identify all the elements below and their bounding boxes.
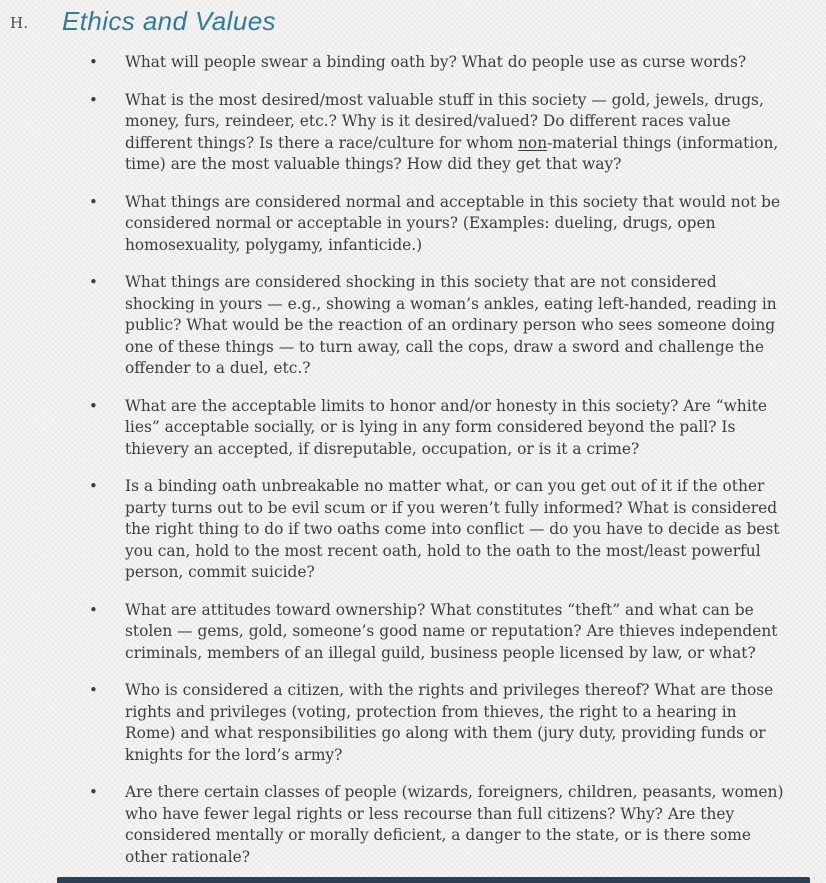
- bullet-icon: •: [89, 53, 98, 71]
- section-index-label: H.: [10, 14, 29, 32]
- question-text: Who is considered a citizen, with the rights and privileges thereof? What are those rights and privileges (voting, protection from thieves, the right to a hearing in Rome) and what responsibilities go along with them (jury duty, providing funds or knights for the lord’s army?: [125, 681, 774, 764]
- list-item: [0, 272, 826, 380]
- list-item: [0, 680, 826, 766]
- question-text: What things are considered normal and acceptable in this society that would not be considered normal or acceptable in yours? (Examples: dueling, drugs, open homosexuality, polygamy, infanticide.): [125, 192, 781, 254]
- list-item: [0, 476, 826, 584]
- list-item: [0, 782, 826, 868]
- list-item: [0, 396, 826, 461]
- question-text: Is a binding oath unbreakable no matter what, or can you get out of it if the other party turns out to be evil scum or if you weren’t fully informed? What is considered the right thing to do if two oaths come into conflict — do you have to decide as best you can, hold to the most recent oath, hold to the oath to the most/least powerful person, commit suicide?: [125, 477, 780, 581]
- list-item: [0, 90, 826, 176]
- question-text-segment: What is the most desired/most valuable stuff in this society — gold, jewels, drugs, money, furs, reindeer, etc.? Why is it desired/valued? Do different races value different things? Is there a race/culture for whom: [125, 90, 764, 152]
- section-title: Ethics and Values: [62, 6, 276, 36]
- bullet-icon: •: [89, 600, 98, 619]
- question-text: What things are considered shocking in this society that are not considered shocking in yours — e.g., showing a woman’s ankles, eating left-handed, reading in public? What would be the reaction of an ordinary person who sees someone doing one of these things — to turn away, call the cops, draw a sword and challenge the offender to a duel, etc.?: [125, 273, 777, 377]
- question-text: Are there certain classes of people (wizards, foreigners, children, peasants, women) who have fewer legal rights or less recourse than full citizens? Why? Are they considered mentally or morally deficient, a danger to the state, or is there some other rationale?: [125, 783, 784, 866]
- bullet-icon: •: [89, 477, 98, 495]
- question-text: [125, 90, 791, 176]
- section-heading: [0, 0, 826, 38]
- bullet-icon: •: [89, 273, 98, 291]
- bullet-icon: •: [89, 90, 98, 109]
- question-text: What will people swear a binding oath by? What do people use as curse words?: [125, 53, 747, 71]
- list-item: [0, 52, 826, 74]
- bottom-partial-element-bar: [57, 877, 810, 883]
- bullet-icon: •: [89, 192, 98, 211]
- list-item: [0, 192, 826, 257]
- bullet-icon: •: [89, 396, 98, 415]
- bullet-icon: •: [89, 783, 98, 801]
- list-item: [0, 600, 826, 665]
- underlined-word: non: [518, 133, 548, 152]
- bullet-icon: •: [89, 681, 98, 699]
- question-text-segment: -material things (information, time) are the most valuable things? How did they get that way?: [125, 133, 779, 173]
- question-text: What are attitudes toward ownership? What constitutes “theft” and what can be stolen — gems, gold, someone’s good name or reputation? Are thieves independent criminals, members of an illegal guild, business people licensed by law, or what?: [125, 600, 778, 662]
- question-text: What are the acceptable limits to honor and/or honesty in this society? Are “white lies” acceptable socially, or is lying in any form considered beyond the pall? Is thievery an accepted, if disreputable, occupation, or is it a crime?: [125, 396, 767, 458]
- question-list: [0, 52, 826, 868]
